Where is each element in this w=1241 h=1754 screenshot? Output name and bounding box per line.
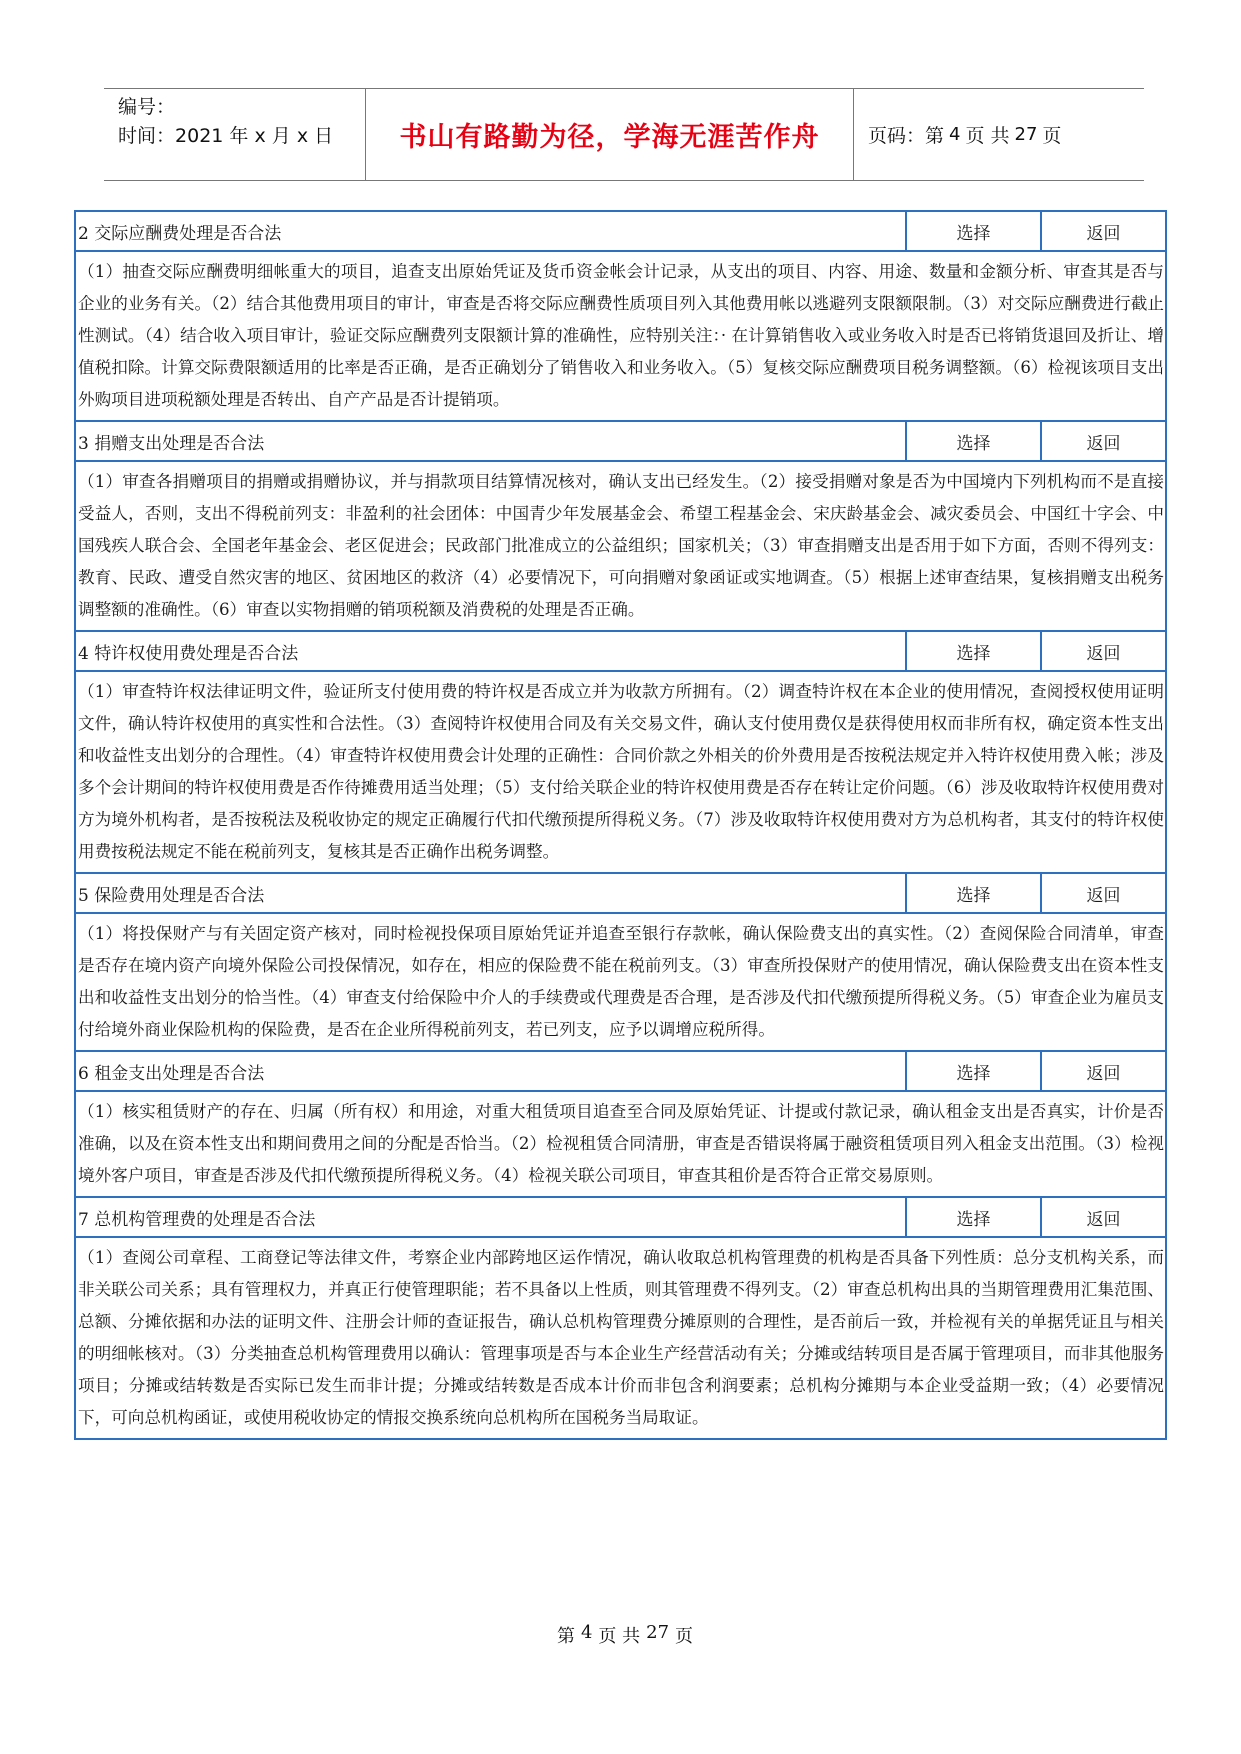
section-content: （1）将投保财产与有关固定资产核对，同时检视投保项目原始凭证并追查至银行存款帐，确认保险费支出的真实性。（2）查阅保险合同清单，审查是否存在境内资产向境外保险公司投保情况，如存在，相应的保险费不能在税前列支。（3）审查所投保财产的使用情况，确认保险费支出在资本性支出和收益性支出划分的恰当性。（4）审查支付给保险中介人的手续费或代理费是否合理，是否涉及代扣代缴预提所得税义务。（5）审查企业为雇员支付给境外商业保险机构的保险费，是否在企业所得税前列支，若已列支，应予以调增应税所得。: [76, 914, 1165, 1052]
section-content: （1）查阅公司章程、工商登记等法律文件，考察企业内部跨地区运作情况，确认收取总机构管理费的机构是否具备下列性质：总分支机构关系，而非关联公司关系；具有管理权力，并真正行使管理职能；若不具备以上性质，则其管理费不得列支。（2）审查总机构出具的当期管理费用汇集范围、总额、分摊依据和办法的证明文件、注册会计师的查证报告，确认总机构管理费分摊原则的合理性，是否前后一致，并检视有关的单据凭证且与相关的明细帐核对。（3）分类抽查总机构管理费用以确认：管理事项是否与本企业生产经营活动有关；分摊或结转项目是否属于管理项目，而非其他服务项目；分摊或结转数是否实际已发生而非计提；分摊或结转数是否成本计价而非包含利润要素；总机构分摊期与本企业受益期一致；（4）必要情况下，可向总机构函证，或使用税收协定的情报交换系统向总机构所在国税务当局取证。: [78, 1248, 1164, 1427]
footer-page-total: 27: [646, 1622, 670, 1643]
page-header: [104, 88, 1144, 181]
time-year-unit: 年: [229, 125, 249, 147]
back-button[interactable]: 返回: [1040, 1198, 1165, 1236]
section-header-3: [76, 422, 1165, 462]
time-label: 时间：: [118, 125, 176, 147]
document-time: [118, 122, 365, 151]
footer-label-mid: 页 共: [598, 1626, 641, 1647]
section-header-5: [76, 874, 1165, 914]
footer-label-end: 页: [675, 1626, 694, 1647]
footer-label-start: 第: [556, 1626, 575, 1647]
section-content: （1）抽查交际应酬费明细帐重大的项目，追查支出原始凭证及货币资金帐会计记录，从支出的项目、内容、用途、数量和金额分析、审查其是否与企业的业务有关。（2）结合其他费用项目的审计，审查是否将交际应酬费性质项目列入其他费用帐以逃避列支限额限制。（3）对交际应酬费进行截止性测试。（4）结合收入项目审计，验证交际应酬费列支限额计算的准确性，应特别关注：· 在计算销售收入或业务收入时是否已将销货退回及折让、增值税扣除。计算交际费限额适用的比率是否正确，是否正确划分了销售收入和业务收入。（5）复核交际应酬费项目税务调整额。（6）检视该项目支出外购项目进项税额处理是否转出、自产产品是否计提销项。: [76, 252, 1165, 422]
select-button[interactable]: 选择: [905, 422, 1040, 460]
select-button[interactable]: 选择: [905, 874, 1040, 912]
section-content: （1）审查各捐赠项目的捐赠或捐赠协议，并与捐款项目结算情况核对，确认支出已经发生。（2）接受捐赠对象是否为中国境内下列机构而不是直接受益人，否则，支出不得税前列支：非盈利的社会团体：中国青少年发展基金会、希望工程基金会、宋庆龄基金会、减灾委员会、中国红十字会、中国残疾人联合会、全国老年基金会、老区促进会；民政部门批准成立的公益组织；国家机关；（3）审查捐赠支出是否用于如下方面，否则不得列支：教育、民政、遭受自然灾害的地区、贫困地区的救济（4）必要情况下，可向捐赠对象函证或实地调查。（5）根据上述审查结果，复核捐赠支出税务调整额的准确性。（6）审查以实物捐赠的销项税额及消费税的处理是否正确。: [76, 462, 1165, 632]
page-total: 27: [1014, 124, 1038, 145]
page-label: 页码：第: [868, 125, 945, 147]
time-month: x: [254, 125, 266, 147]
back-button[interactable]: 返回: [1040, 632, 1165, 670]
select-button[interactable]: 选择: [905, 1052, 1040, 1090]
select-button[interactable]: 选择: [905, 212, 1040, 250]
back-button[interactable]: 返回: [1040, 1052, 1165, 1090]
audit-table: [74, 210, 1167, 1440]
document-number: 编号：: [118, 96, 176, 118]
section-title: 2 交际应酬费处理是否合法: [78, 223, 282, 244]
page-footer: [0, 1622, 1241, 1648]
section-title: 5 保险费用处理是否合法: [78, 885, 265, 906]
section-header-4: [76, 632, 1165, 672]
header-motto: 书山有路勤为径，学海无涯苦作舟: [366, 89, 854, 180]
page-end: 页: [1042, 125, 1062, 147]
section-header-6: [76, 1052, 1165, 1092]
section-title: 4 特许权使用费处理是否合法: [78, 643, 299, 664]
section-content: （1）审查特许权法律证明文件，验证所支付使用费的特许权是否成立并为收款方所拥有。（2）调查特许权在本企业的使用情况，查阅授权使用证明文件，确认特许权使用的真实性和合法性。（3）查阅特许权使用合同及有关交易文件，确认支付使用费仅是获得使用权而非所有权，确定资本性支出和收益性支出划分的合理性。（4）审查特许权使用费会计处理的正确性：合同价款之外相关的价外费用是否按税法规定并入特许权使用费入帐；涉及多个会计期间的特许权使用费是否作待摊费用适当处理；（5）支付给关联企业的特许权使用费是否存在转让定价问题。（6）涉及收取特许权使用费对方为境外机构者，是否按税法及税收协定的规定正确履行代扣代缴预提所得税义务。（7）涉及收取特许权使用费对方为总机构者，其支付的特许权使用费按税法规定不能在税前列支，复核其是否正确作出税务调整。: [76, 672, 1165, 874]
footer-page-current: 4: [580, 1622, 593, 1643]
section-title: 7 总机构管理费的处理是否合法: [78, 1209, 316, 1230]
header-page-info: [854, 89, 1144, 180]
page-mid: 页 共: [965, 125, 1010, 147]
section-content: （1）核实租赁财产的存在、归属（所有权）和用途，对重大租赁项目追查至合同及原始凭证、计提或付款记录，确认租金支出是否真实，计价是否准确，以及在资本性支出和期间费用之间的分配是否恰当。（2）检视租赁合同清册，审查是否错误将属于融资租赁项目列入租金支出范围。（3）检视境外客户项目，审查是否涉及代扣代缴预提所得税义务。（4）检视关联公司项目，审查其租价是否符合正常交易原则。: [76, 1092, 1165, 1198]
back-button[interactable]: 返回: [1040, 422, 1165, 460]
header-meta: [104, 89, 366, 180]
page-current: 4: [949, 124, 961, 145]
select-button[interactable]: 选择: [905, 632, 1040, 670]
time-day: x: [296, 125, 309, 147]
time-year: 2021: [175, 125, 224, 147]
select-button[interactable]: 选择: [905, 1198, 1040, 1236]
back-button[interactable]: 返回: [1040, 212, 1165, 250]
section-title: 3 捐赠支出处理是否合法: [78, 433, 265, 454]
section-title: 6 租金支出处理是否合法: [78, 1063, 265, 1084]
time-month-unit: 月: [271, 125, 291, 147]
section-header-2: [76, 212, 1165, 252]
back-button[interactable]: 返回: [1040, 874, 1165, 912]
section-header-7: [76, 1198, 1165, 1238]
time-day-unit: 日: [314, 125, 334, 147]
